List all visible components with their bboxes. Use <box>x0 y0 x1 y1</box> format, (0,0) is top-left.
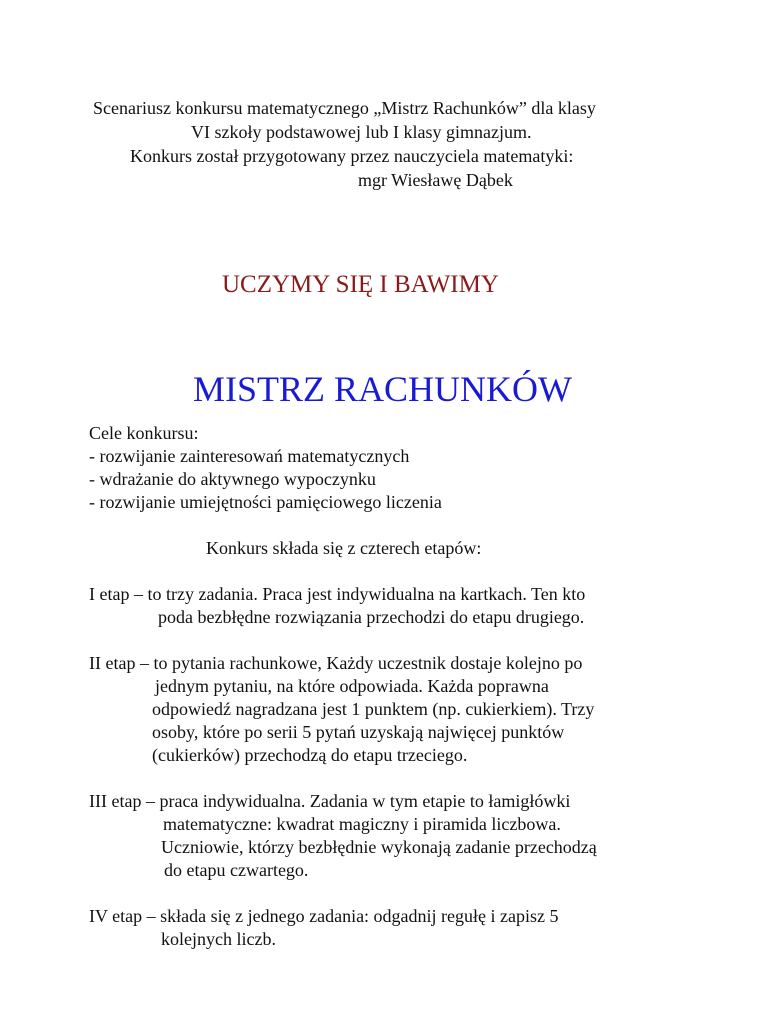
goal-item: - rozwijanie zainteresowań matematycznych <box>89 446 410 466</box>
header-line-1: Scenariusz konkursu matematycznego „Mistrz Rachunków” dla klasy <box>93 98 596 118</box>
header-line-2: VI szkoły podstawowej lub I klasy gimnazjum. <box>191 122 532 142</box>
stage-3-line: matematyczne: kwadrat magiczny i piramida liczbowa. <box>163 814 561 834</box>
goal-item: - rozwijanie umiejętności pamięciowego liczenia <box>89 492 442 512</box>
stage-2-line: odpowiedź nagradzana jest 1 punktem (np. cukierkiem). Trzy <box>152 699 595 719</box>
stage-2-line: II etap – to pytania rachunkowe, Każdy uczestnik dostaje kolejno po <box>89 653 583 673</box>
stages-intro: Konkurs składa się z czterech etapów: <box>206 538 482 558</box>
goals-heading: Cele konkursu: <box>89 423 199 443</box>
stage-3-line: III etap – praca indywidualna. Zadania w tym etapie to łamigłówki <box>89 791 571 811</box>
page-title: MISTRZ RACHUNKÓW <box>193 369 573 409</box>
header-line-3: Konkurs został przygotowany przez nauczyciela matematyki: <box>130 146 574 166</box>
goal-item: - wdrażanie do aktywnego wypoczynku <box>89 469 376 489</box>
stage-2-line: osoby, które po serii 5 pytań uzyskają najwięcej punktów <box>152 722 565 742</box>
stage-3-line: Uczniowie, którzy bezbłędnie wykonają zadanie przechodzą <box>161 837 597 857</box>
stage-1-line: poda bezbłędne rozwiązania przechodzi do etapu drugiego. <box>158 607 585 627</box>
stage-4-line: IV etap – składa się z jednego zadania: odgadnij regułę i zapisz 5 <box>89 906 559 926</box>
stage-4-line: kolejnych liczb. <box>161 929 276 949</box>
stage-2-line: (cukierków) przechodzą do etapu trzeciego. <box>152 745 468 765</box>
subtitle: UCZYMY SIĘ I BAWIMY <box>222 271 499 298</box>
stage-2-line: jednym pytaniu, na które odpowiada. Każda poprawna <box>155 676 549 696</box>
author-line: mgr Wiesławę Dąbek <box>358 170 513 190</box>
stage-1-line: I etap – to trzy zadania. Praca jest indywidualna na kartkach. Ten kto <box>89 584 586 604</box>
stage-3-line: do etapu czwartego. <box>164 860 309 880</box>
